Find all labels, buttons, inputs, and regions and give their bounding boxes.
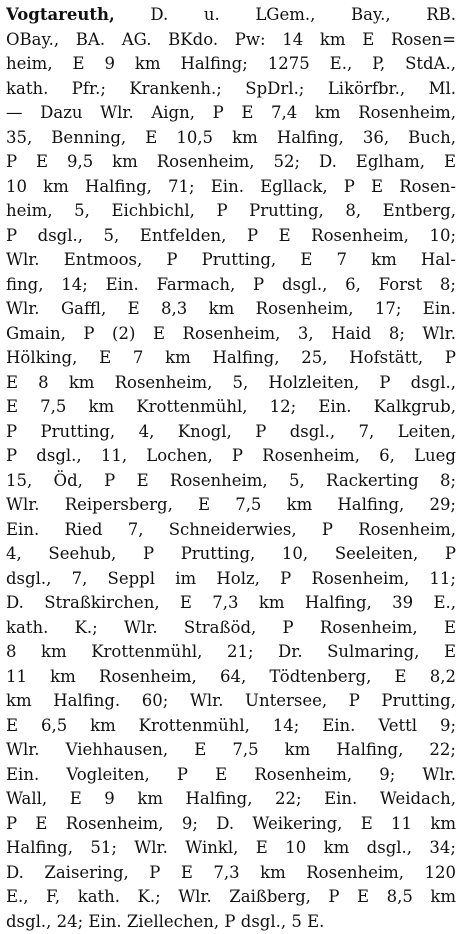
- entry-line: D. Zaisering, P E 7,3 km Rosenheim, 120: [6, 861, 456, 886]
- entry-line: heim, E 9 km Halfing; 1275 E., P, StdA.,: [6, 52, 456, 77]
- entry-line: fing, 14; Ein. Farmach, P dsgl., 6, Forst 8;: [6, 273, 456, 298]
- entry-line: 4, Seehub, P Prutting, 10, Seeleiten, P: [6, 542, 456, 567]
- entry-line: — Dazu Wlr. Aign, P E 7,4 km Rosenheim,: [6, 101, 456, 126]
- entry-line-text: D. u. LGem., Bay., RB.: [115, 5, 456, 24]
- gazetteer-entry: [6, 3, 456, 934]
- entry-line: P E Rosenheim, 9; D. Weikering, E 11 km: [6, 812, 456, 837]
- entry-line: Wlr. Entmoos, P Prutting, E 7 km Hal-: [6, 248, 456, 273]
- entry-line: E 6,5 km Krottenmühl, 14; Ein. Vettl 9;: [6, 714, 456, 739]
- entry-line: Wlr. Reipersberg, E 7,5 km Halfing, 29;: [6, 493, 456, 518]
- entry-line: 35, Benning, E 10,5 km Halfing, 36, Buch,: [6, 126, 456, 151]
- entry-line: E 8 km Rosenheim, 5, Holzleiten, P dsgl.,: [6, 371, 456, 396]
- entry-line: dsgl., 7, Seppl im Holz, P Rosenheim, 11;: [6, 567, 456, 592]
- entry-line: Halfing, 51; Wlr. Winkl, E 10 km dsgl., 34;: [6, 836, 456, 861]
- entry-line: E 7,5 km Krottenmühl, 12; Ein. Kalkgrub,: [6, 395, 456, 420]
- entry-line: [6, 3, 456, 28]
- entry-line: km Halfing. 60; Wlr. Untersee, P Prutting,: [6, 689, 456, 714]
- entry-line: 15, Öd, P E Rosenheim, 5, Rackerting 8;: [6, 469, 456, 494]
- entry-line: 8 km Krottenmühl, 21; Dr. Sulmaring, E: [6, 640, 456, 665]
- entry-line: P dsgl., 5, Entfelden, P E Rosenheim, 10;: [6, 224, 456, 249]
- entry-line: dsgl., 24; Ein. Ziellechen, P dsgl., 5 E.: [6, 910, 456, 934]
- entry-line: Wall, E 9 km Halfing, 22; Ein. Weidach,: [6, 787, 456, 812]
- entry-line: OBay., BA. AG. BKdo. Pw: 14 km E Rosen=: [6, 28, 456, 53]
- entry-line: Wlr. Viehhausen, E 7,5 km Halfing, 22;: [6, 738, 456, 763]
- entry-line: kath. Pfr.; Krankenh.; SpDrl.; Likörfbr., Ml.: [6, 77, 456, 102]
- entry-line: Ein. Ried 7, Schneiderwies, P Rosenheim,: [6, 518, 456, 543]
- entry-line: D. Straßkirchen, E 7,3 km Halfing, 39 E.,: [6, 591, 456, 616]
- entry-line: P E 9,5 km Rosenheim, 52; D. Eglham, E: [6, 150, 456, 175]
- entry-line: E., F, kath. K.; Wlr. Zaißberg, P E 8,5 km: [6, 885, 456, 910]
- entry-headword: Vogtareuth,: [6, 5, 115, 24]
- entry-line: 10 km Halfing, 71; Ein. Egllack, P E Rosen-: [6, 175, 456, 200]
- entry-line: P Prutting, 4, Knogl, P dsgl., 7, Leiten,: [6, 420, 456, 445]
- entry-line: Ein. Vogleiten, P E Rosenheim, 9; Wlr.: [6, 763, 456, 788]
- entry-line: 11 km Rosenheim, 64, Tödtenberg, E 8,2: [6, 665, 456, 690]
- entry-line: Hölking, E 7 km Halfing, 25, Hofstätt, P: [6, 346, 456, 371]
- entry-line: Gmain, P (2) E Rosenheim, 3, Haid 8; Wlr.: [6, 322, 456, 347]
- entry-line: kath. K.; Wlr. Straßöd, P Rosenheim, E: [6, 616, 456, 641]
- entry-line: P dsgl., 11, Lochen, P Rosenheim, 6, Lueg: [6, 444, 456, 469]
- entry-line: heim, 5, Eichbichl, P Prutting, 8, Entberg,: [6, 199, 456, 224]
- entry-line: Wlr. Gaffl, E 8,3 km Rosenheim, 17; Ein.: [6, 297, 456, 322]
